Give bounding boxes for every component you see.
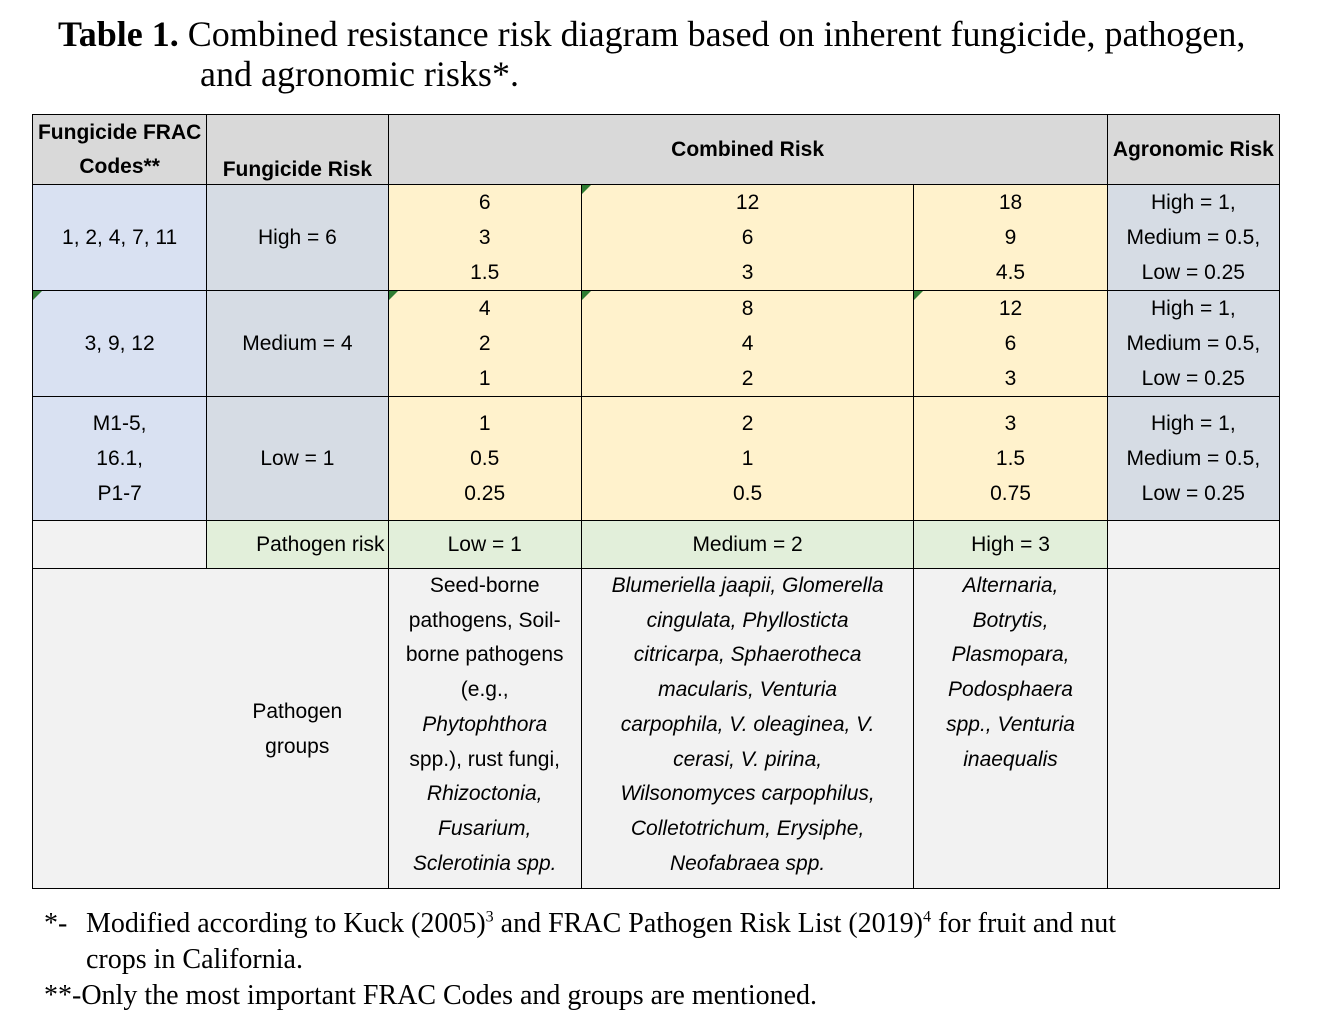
combined-value: 3: [741, 261, 754, 284]
footnote-part: and FRAC Pathogen Risk List (2019): [493, 908, 924, 939]
agronomic-value: Medium = 0.5,: [1126, 332, 1261, 355]
agronomic-value: Low = 0.25: [1141, 482, 1245, 505]
pathogen-risk-low: Low = 1: [388, 521, 581, 569]
agronomic-value: Medium = 0.5,: [1126, 447, 1261, 470]
combined-value: 2: [741, 367, 754, 390]
group-line: Colletotrichum, Erysiphe,: [630, 816, 865, 840]
agronomic-cell: [1107, 185, 1279, 291]
group-line: Neofabraea spp.: [669, 851, 826, 875]
header-agronomic-risk: Agronomic Risk: [1107, 115, 1279, 185]
combined-value: 4: [741, 332, 754, 355]
group-line: Wilsonomyces carpophilus,: [620, 782, 875, 806]
footnote-1: [44, 906, 1304, 978]
agronomic-value: Low = 0.25: [1141, 367, 1245, 390]
group-line: (e.g.,: [460, 678, 509, 702]
header-combined-risk: Combined Risk: [388, 115, 1107, 185]
combined-value: 6: [741, 226, 754, 249]
combined-value: 6: [1004, 332, 1017, 355]
group-line: citricarpa, Sphaerotheca: [633, 643, 862, 667]
group-line: cingulata, Phyllosticta: [646, 608, 849, 632]
group-line: Plasmopara,: [951, 643, 1070, 667]
comment-marker-icon: [582, 291, 591, 300]
empty-cell: [1107, 569, 1279, 889]
header-row: [33, 115, 1280, 185]
combined-value: 3: [1004, 367, 1017, 390]
combined-value: 1: [478, 367, 491, 390]
agronomic-value: Medium = 0.5,: [1126, 226, 1261, 249]
combined-value: 18: [998, 191, 1023, 214]
comment-marker-icon: [33, 291, 42, 300]
combined-cell: [388, 185, 581, 291]
combined-cell: [388, 397, 581, 521]
agronomic-value: High = 1,: [1151, 297, 1236, 320]
frac-code-text: 16.1,: [96, 447, 143, 470]
combined-value: 0.25: [464, 482, 506, 505]
agronomic-cell: [1107, 397, 1279, 521]
combined-value: 4.5: [995, 261, 1026, 284]
combined-value: 0.5: [733, 482, 763, 505]
group-line: Phytophthora: [422, 712, 548, 736]
fungicide-risk-cell: High = 6: [207, 185, 388, 291]
group-line: borne pathogens: [405, 643, 564, 667]
combined-value: 1.5: [995, 447, 1026, 470]
pathogen-groups-label-line: groups: [265, 734, 330, 758]
combined-value: 2: [478, 332, 491, 355]
empty-cell: [1107, 521, 1279, 569]
combined-value: 3: [1004, 412, 1017, 435]
agronomic-value: High = 1,: [1151, 191, 1236, 214]
group-line: spp.), rust fungi,: [409, 747, 560, 771]
header-frac-codes: Fungicide FRAC Codes**: [33, 115, 207, 185]
footnote-ref: 3: [485, 908, 494, 926]
combined-cell: [914, 185, 1107, 291]
combined-value: 1: [478, 412, 491, 435]
combined-cell: [914, 291, 1107, 397]
pathogen-groups-low: [388, 569, 581, 889]
group-line: Fusarium,: [438, 816, 532, 840]
table-caption: [58, 14, 1308, 94]
group-line: Botrytis,: [972, 608, 1049, 632]
comment-marker-icon: [389, 291, 398, 300]
group-line: Seed-borne: [429, 574, 540, 597]
table-row: [33, 185, 1280, 291]
group-line: inaequalis: [963, 747, 1058, 771]
footnote-part: crops in California.: [86, 944, 303, 975]
frac-code-text: M1-5,: [92, 412, 147, 435]
table-row: [33, 397, 1280, 521]
comment-marker-icon: [582, 185, 591, 194]
agronomic-value: Low = 0.25: [1141, 261, 1245, 284]
caption-label: Table 1.: [58, 14, 179, 54]
combined-value: 2: [741, 412, 754, 435]
combined-value: 4: [478, 297, 491, 320]
combined-cell: [581, 291, 914, 397]
agronomic-cell: [1107, 291, 1279, 397]
footnote-text: Only the most important FRAC Codes and groups are mentioned.: [81, 980, 818, 1011]
group-line: Alternaria,: [962, 574, 1059, 597]
combined-value: 12: [998, 297, 1023, 320]
combined-value: 3: [478, 226, 491, 249]
footnotes: [44, 906, 1304, 1014]
group-line: Sclerotinia spp.: [412, 851, 557, 875]
pathogen-groups-high: [914, 569, 1107, 889]
combined-cell: [388, 291, 581, 397]
group-line: macularis, Venturia: [658, 678, 838, 702]
footnote-ref: 4: [923, 908, 932, 926]
pathogen-groups-medium: [581, 569, 914, 889]
group-line: Podosphaera: [948, 678, 1073, 702]
pathogen-risk-row: [33, 521, 1280, 569]
pathogen-groups-label: [33, 569, 389, 889]
combined-value: 0.5: [470, 447, 500, 470]
group-line: spp., Venturia: [946, 712, 1075, 736]
pathogen-risk-high: High = 3: [914, 521, 1107, 569]
pathogen-groups-label-line: Pathogen: [252, 699, 343, 723]
combined-value: 8: [741, 297, 754, 320]
combined-value: 6: [478, 191, 491, 214]
group-line: Rhizoctonia,: [426, 782, 543, 806]
frac-code-text: 1, 2, 4, 7, 11: [62, 225, 178, 249]
combined-value: 12: [735, 191, 760, 214]
pathogen-risk-medium: Medium = 2: [581, 521, 914, 569]
caption-text-line2: and agronomic risks*.: [200, 54, 519, 94]
group-line: carpophila, V. oleaginea, V.: [620, 712, 875, 736]
agronomic-value: High = 1,: [1151, 412, 1236, 435]
fungicide-risk-cell: Medium = 4: [207, 291, 388, 397]
frac-codes-cell: [33, 185, 207, 291]
caption-text-line1: Combined resistance risk diagram based on inherent fungicide, pathogen,: [178, 14, 1246, 54]
risk-table: [32, 114, 1280, 889]
fungicide-risk-cell: Low = 1: [207, 397, 388, 521]
footnote-marker: **-: [44, 980, 82, 1011]
comment-marker-icon: [914, 291, 923, 300]
frac-codes-cell: [33, 397, 207, 521]
header-fungicide-risk: Fungicide Risk: [207, 115, 388, 185]
combined-value: 1.5: [470, 261, 500, 284]
empty-cell: [33, 521, 207, 569]
pathogen-risk-label: Pathogen risk: [207, 521, 388, 569]
combined-value: 9: [1004, 226, 1017, 249]
combined-cell: [581, 185, 914, 291]
footnote-part: Modified according to Kuck (2005): [86, 908, 486, 939]
footnote-text: [86, 906, 1116, 978]
combined-cell: [914, 397, 1107, 521]
frac-code-text: P1-7: [97, 482, 142, 505]
pathogen-groups-row: [33, 569, 1280, 889]
combined-value: 1: [741, 447, 754, 470]
frac-code-text: 3, 9, 12: [84, 331, 155, 355]
footnote-part: for fruit and nut: [931, 908, 1117, 939]
combined-value: 0.75: [990, 482, 1031, 505]
combined-cell: [581, 397, 914, 521]
group-line: Blumeriella jaapii, Glomerella: [611, 574, 884, 597]
footnote-2: [44, 978, 1304, 1014]
table-row: [33, 291, 1280, 397]
frac-codes-cell: [33, 291, 207, 397]
footnote-marker: *-: [44, 908, 68, 939]
group-line: pathogens, Soil-: [408, 608, 561, 632]
group-line: cerasi, V. pirina,: [673, 747, 823, 771]
